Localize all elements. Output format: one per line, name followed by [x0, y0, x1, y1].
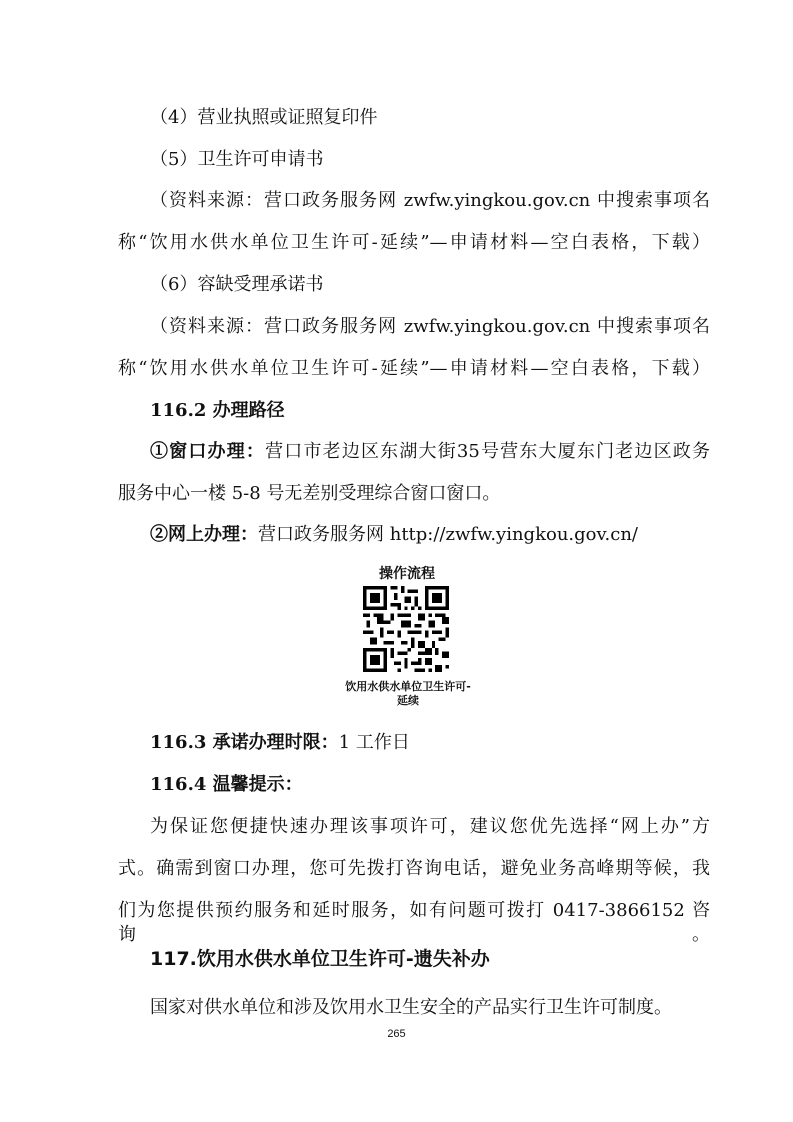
tips-line-3: 们为您提供预约服务和延时服务，如有问题可拨打 0417-3866152 咨询。 — [118, 900, 710, 945]
path-heading: 116.2 办理路径 — [150, 400, 285, 421]
tips-line-1: 为保证您便捷快速办理该事项许可，建议您优先选择“网上办”方 — [150, 816, 710, 837]
material-item-5: （5）卫生许可申请书 — [150, 149, 324, 170]
time-limit-label: 116.3 承诺办理时限： — [150, 732, 339, 753]
source-note-2-line-1: （资料来源：营口政务服务网 zwfw.yingkou.gov.cn 中搜索事项名 — [150, 316, 710, 337]
window-label: ①窗口办理： — [150, 441, 266, 462]
online-line — [150, 523, 638, 547]
window-address: 营口市老边区东湖大街35号营东大厦东门老边区政务 — [265, 441, 710, 462]
tips-heading: 116.4 温馨提示： — [150, 774, 303, 795]
time-limit-value: 1 工作日 — [338, 732, 410, 753]
section-intro: 国家对供水单位和涉及饮用水卫生安全的产品实行卫生许可制度。 — [150, 997, 672, 1018]
time-limit-line — [150, 731, 410, 755]
source-note-2-line-2: 称“饮用水供水单位卫生许可-延续”—申请材料—空白表格，下载） — [118, 358, 710, 379]
page-number: 265 — [387, 1028, 406, 1040]
tips-line-2: 式。确需到窗口办理，您可先拨打咨询电话，避免业务高峰期等候，我 — [118, 858, 710, 879]
window-line-1 — [150, 440, 710, 464]
qr-caption-line-1: 饮用水供水单位卫生许可- — [345, 680, 471, 693]
online-label: ②网上办理： — [150, 524, 258, 545]
qr-code-icon — [363, 586, 449, 672]
material-item-6: （6）容缺受理承诺书 — [150, 274, 324, 295]
online-url: 营口政务服务网 http://zwfw.yingkou.gov.cn/ — [258, 524, 638, 545]
window-line-2: 服务中心一楼 5-8 号无差别受理综合窗口窗口。 — [118, 483, 501, 504]
qr-title: 操作流程 — [379, 566, 435, 582]
section-heading: 117.饮用水供水单位卫生许可-遗失补办 — [150, 948, 490, 970]
qr-caption-line-2: 延续 — [397, 694, 419, 707]
material-item-4: （4）营业执照或证照复印件 — [150, 107, 378, 128]
source-note-1-line-1: （资料来源：营口政务服务网 zwfw.yingkou.gov.cn 中搜索事项名 — [150, 190, 710, 211]
source-note-1-line-2: 称“饮用水供水单位卫生许可-延续”—申请材料—空白表格，下载） — [118, 232, 710, 253]
